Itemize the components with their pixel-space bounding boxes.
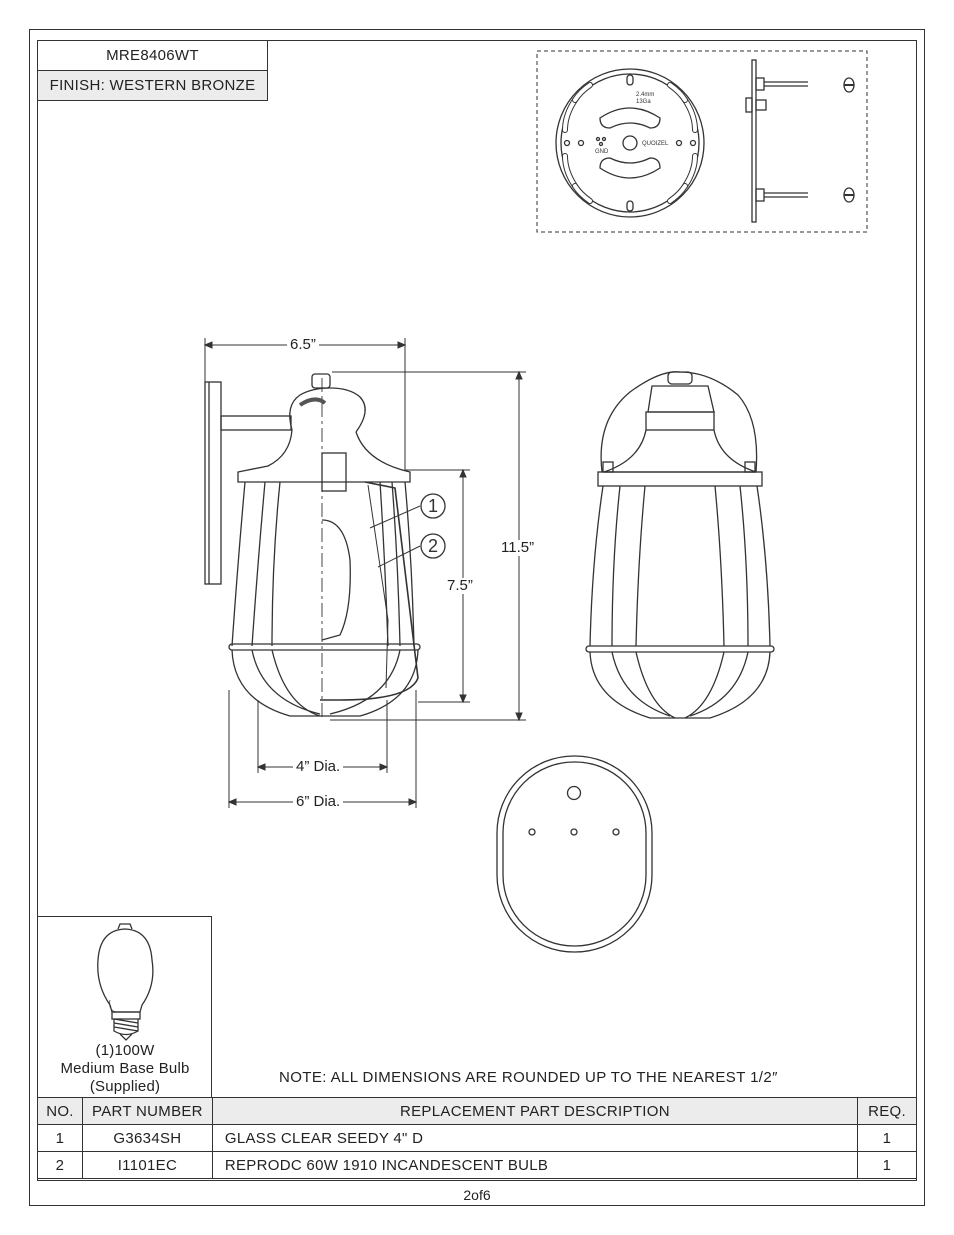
row-part-number: G3634SH xyxy=(82,1125,212,1152)
finish-label: FINISH: WESTERN BRONZE xyxy=(37,70,268,101)
row-description: REPRODC 60W 1910 INCANDESCENT BULB xyxy=(212,1152,857,1179)
header-no: NO. xyxy=(38,1098,83,1125)
row-no: 2 xyxy=(38,1152,83,1179)
bulb-info-text xyxy=(40,1042,210,1096)
header-req: REQ. xyxy=(858,1098,917,1125)
callout-2-label: 2 xyxy=(427,536,439,556)
header-description: REPLACEMENT PART DESCRIPTION xyxy=(212,1098,857,1125)
row-no: 1 xyxy=(38,1125,83,1152)
front-view-fixture xyxy=(586,372,774,718)
row-req: 1 xyxy=(858,1125,917,1152)
table-row xyxy=(38,1152,917,1179)
mounting-detail-box xyxy=(537,51,867,232)
row-part-number: I1101EC xyxy=(82,1152,212,1179)
dimension-note: NOTE: ALL DIMENSIONS ARE ROUNDED UP TO THE NEAREST 1/2″ xyxy=(279,1069,778,1086)
page-number: 2of6 xyxy=(463,1187,491,1203)
header-part-number: PART NUMBER xyxy=(82,1098,212,1125)
bulb-wattage: (1)100W xyxy=(95,1042,155,1059)
parts-table xyxy=(37,1097,917,1179)
plate-gnd-label: GND xyxy=(595,149,609,155)
row-description: GLASS CLEAR SEEDY 4" D xyxy=(212,1125,857,1152)
side-view-fixture xyxy=(205,374,420,720)
bulb-supplied: (Supplied) xyxy=(89,1078,161,1095)
row-req: 1 xyxy=(858,1152,917,1179)
callout-1-label: 1 xyxy=(427,496,439,516)
crossbar-plate-icon xyxy=(556,69,704,217)
model-number: MRE8406WT xyxy=(37,40,268,71)
plate-gauge-ga: 13Ga xyxy=(636,99,651,105)
glass-diameter-dimension: 4” Dia. xyxy=(293,759,343,775)
plate-side-view xyxy=(746,60,854,222)
bulb-base: Medium Base Bulb xyxy=(60,1060,190,1077)
height-total-dimension: 11.5” xyxy=(498,540,537,556)
cage-diameter-dimension: 6” Dia. xyxy=(293,794,343,810)
plate-brand-label: QUOIZEL xyxy=(642,141,669,147)
backplate-oval-view xyxy=(497,756,652,952)
width-dimension: 6.5” xyxy=(287,337,319,353)
parts-table-header xyxy=(38,1098,917,1125)
table-row xyxy=(38,1125,917,1152)
plate-gauge-mm: 2.4mm xyxy=(636,92,655,98)
height-glass-dimension: 7.5” xyxy=(444,578,476,594)
